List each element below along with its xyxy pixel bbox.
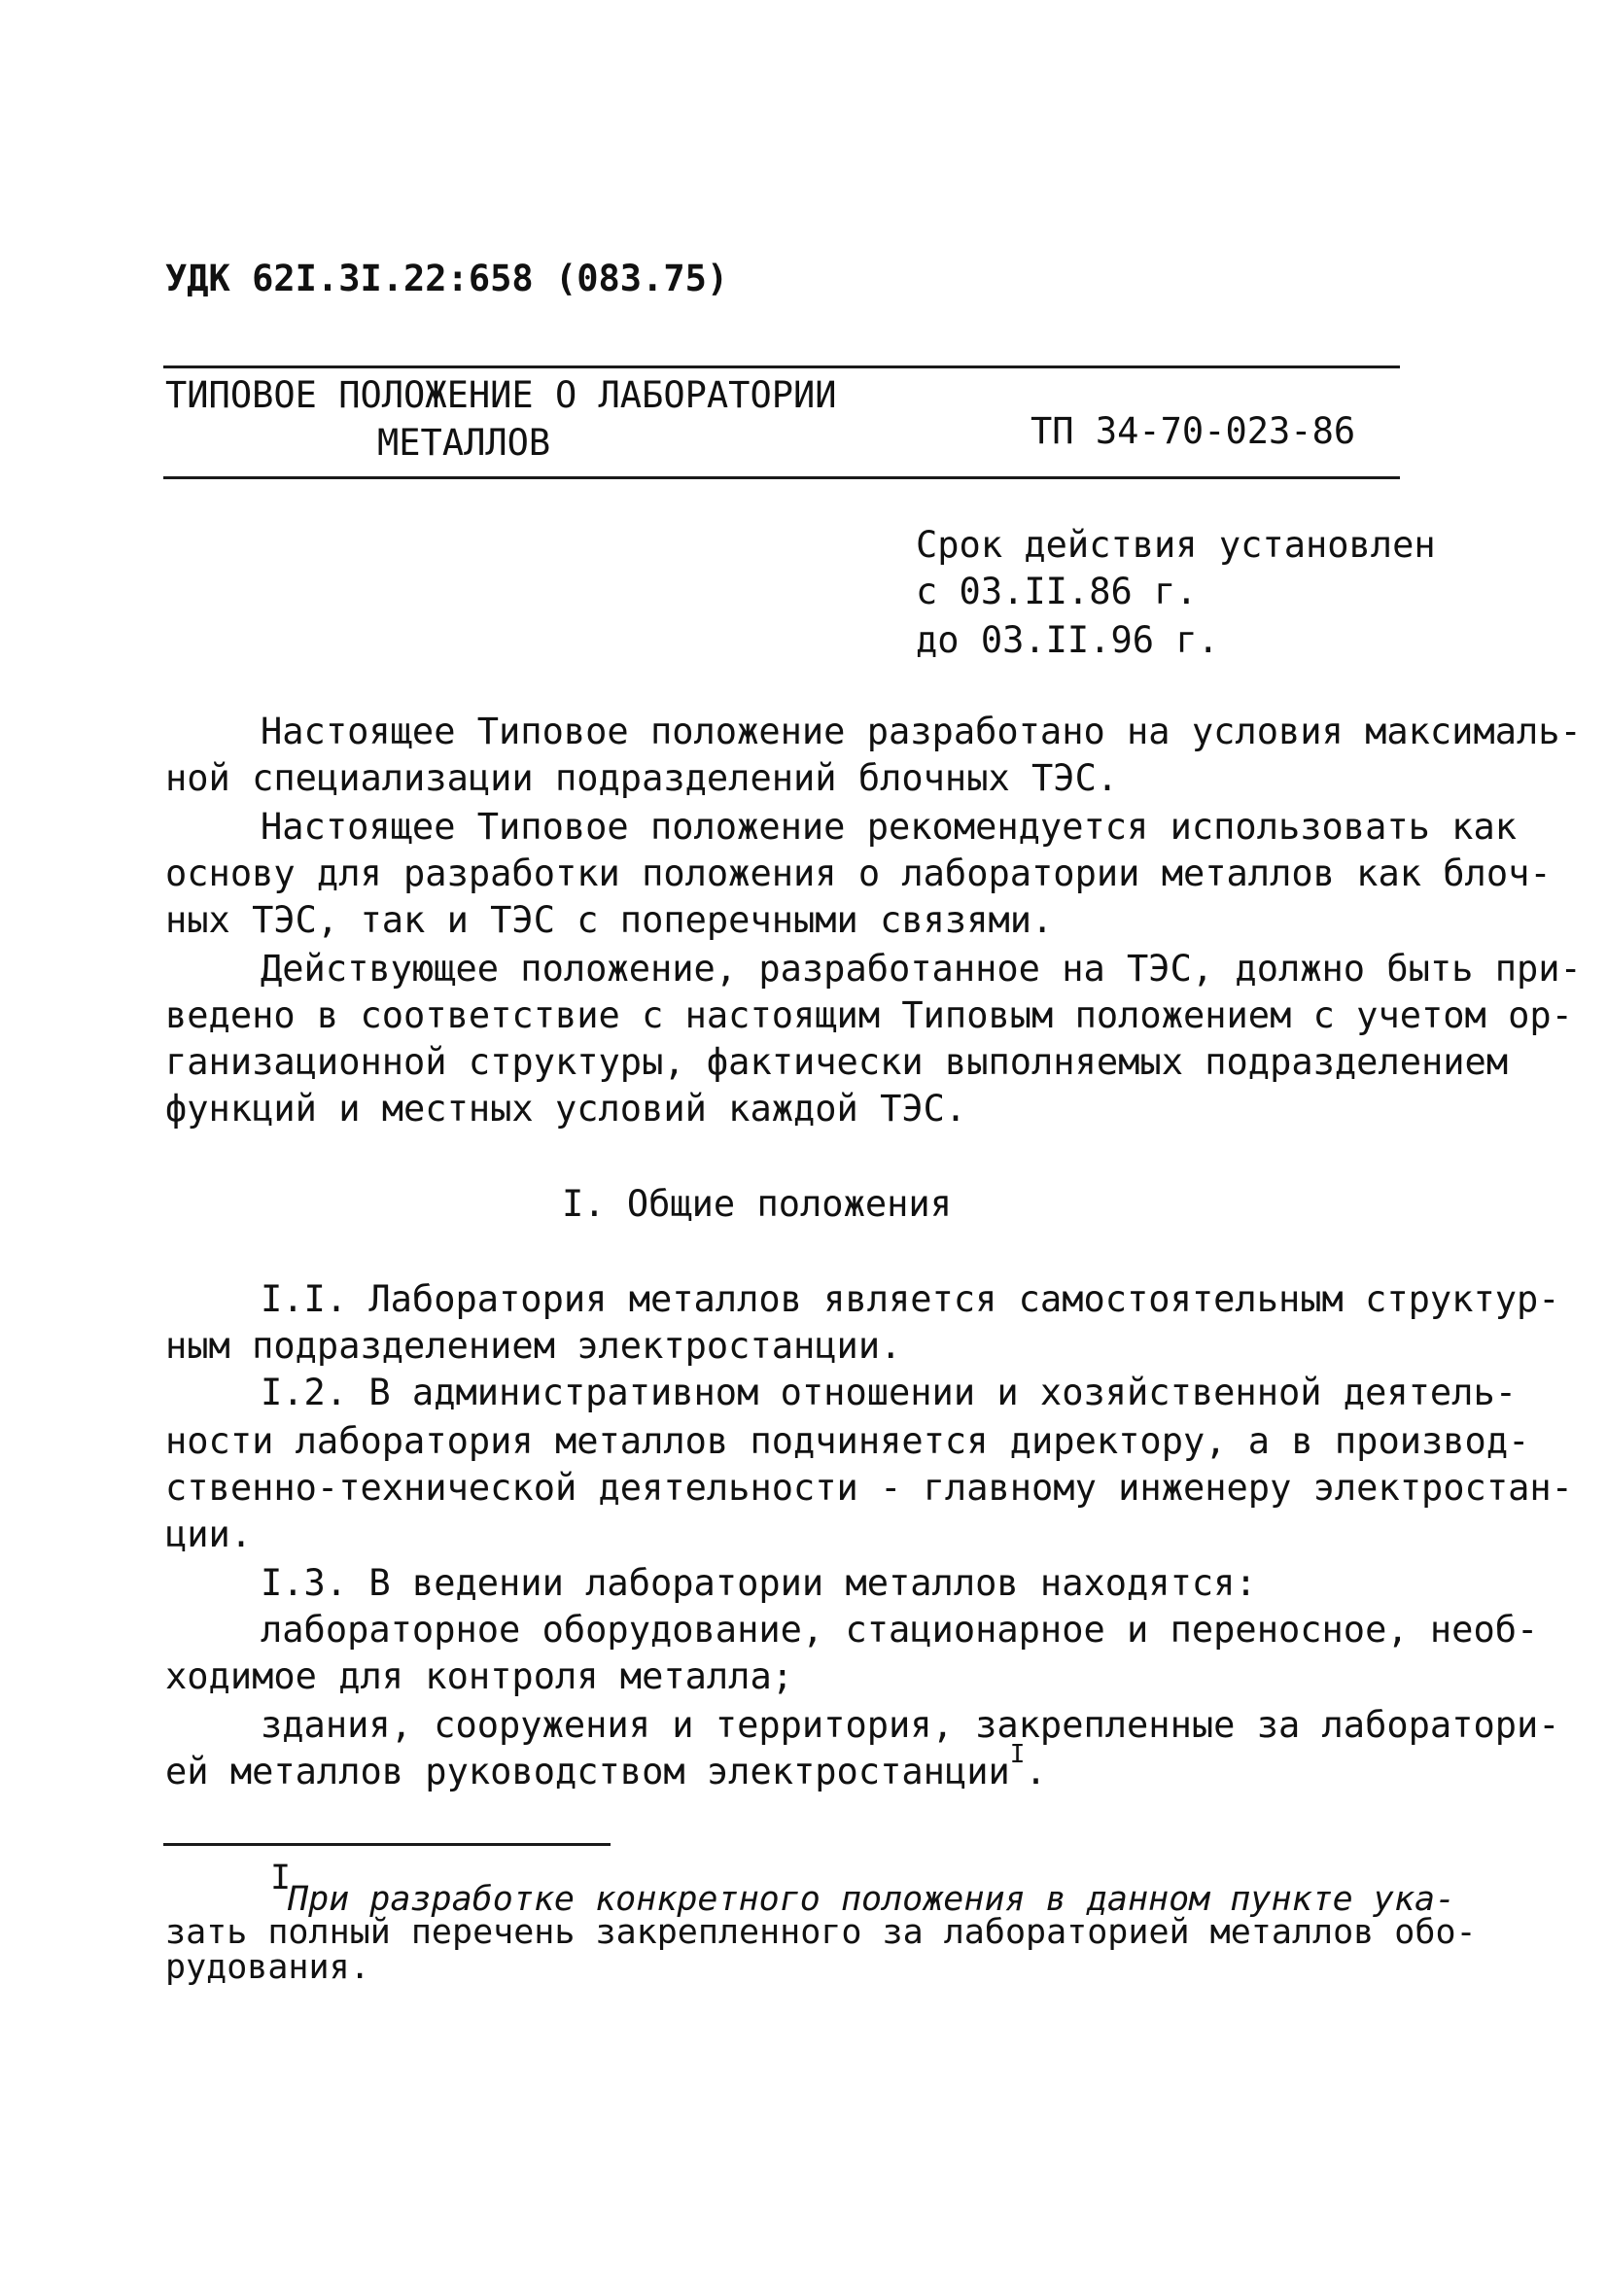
footnote-line3: рудования. bbox=[165, 1948, 370, 1987]
body-line: ходимое для контроля металла; bbox=[165, 1655, 794, 1697]
footnote-separator bbox=[163, 1843, 611, 1846]
body-line-text: ей металлов руководством электростанции bbox=[165, 1751, 1010, 1792]
intro-line: основу для разработки положения о лаборатории металлов как блоч- bbox=[165, 852, 1552, 894]
intro-line: Настоящее Типовое положение разработано на условия максималь- bbox=[261, 711, 1582, 752]
section-heading: I. Общие положения bbox=[562, 1183, 952, 1225]
udk-code: УДК 62I.3I.22:658 (083.75) bbox=[165, 258, 729, 299]
footnote-line1: При разработке конкретного положения в данном пункте ука- bbox=[288, 1880, 1456, 1919]
body-line: ции. bbox=[165, 1513, 253, 1555]
body-line: ным подразделением электростанции. bbox=[165, 1325, 902, 1367]
body-line-end: . bbox=[1025, 1751, 1047, 1792]
intro-line: ных ТЭС, так и ТЭС с поперечными связями. bbox=[165, 899, 1054, 941]
body-line: ности лаборатория металлов подчиняется директору, а в производ- bbox=[165, 1420, 1530, 1462]
header-bottom-rule bbox=[163, 476, 1400, 479]
validity-line1: Срок действия установлен bbox=[916, 524, 1436, 566]
header-top-rule bbox=[163, 365, 1400, 368]
intro-line: Настоящее Типовое положение рекомендуется использовать как bbox=[261, 806, 1518, 848]
footnote-line2: зать полный перечень закрепленного за лабораторией металлов обо- bbox=[165, 1913, 1477, 1952]
footnote-mark: I bbox=[270, 1859, 292, 1897]
document-title-line1: ТИПОВОЕ ПОЛОЖЕНИЕ О ЛАБОРАТОРИИ bbox=[165, 374, 837, 416]
body-line: ственно-технической деятельности - главному инженеру электростан- bbox=[165, 1467, 1573, 1509]
body-line: I.I. Лаборатория металлов является самостоятельным структур- bbox=[261, 1278, 1560, 1320]
body-line: I.3. В ведении лаборатории металлов находятся: bbox=[261, 1562, 1257, 1604]
body-line: I.2. В административном отношении и хозяйственной деятель- bbox=[261, 1372, 1518, 1413]
intro-line: ведено в соответствие с настоящим Типовым положением с учетом ор- bbox=[165, 994, 1573, 1036]
validity-line3: до 03.II.96 г. bbox=[916, 619, 1219, 661]
validity-line2: с 03.II.86 г. bbox=[916, 571, 1198, 612]
document-title-line2: МЕТАЛЛОВ bbox=[377, 422, 551, 464]
intro-line: Действующее положение, разработанное на ТЭС, должно быть при- bbox=[261, 948, 1582, 990]
intro-line: ганизационной структуры, фактически выполняемых подразделением bbox=[165, 1041, 1509, 1083]
footnote-reference: I bbox=[1009, 1740, 1026, 1769]
intro-line: функций и местных условий каждой ТЭС. bbox=[165, 1088, 967, 1130]
intro-line: ной специализации подразделений блочных ТЭС. bbox=[165, 757, 1119, 799]
body-line-with-footnote bbox=[165, 1740, 1047, 1792]
document-code: ТП 34-70-023-86 bbox=[1031, 410, 1356, 452]
body-line: лабораторное оборудование, стационарное и переносное, необ- bbox=[261, 1609, 1539, 1651]
body-line: здания, сооружения и территория, закрепленные за лаборатори- bbox=[261, 1704, 1560, 1746]
